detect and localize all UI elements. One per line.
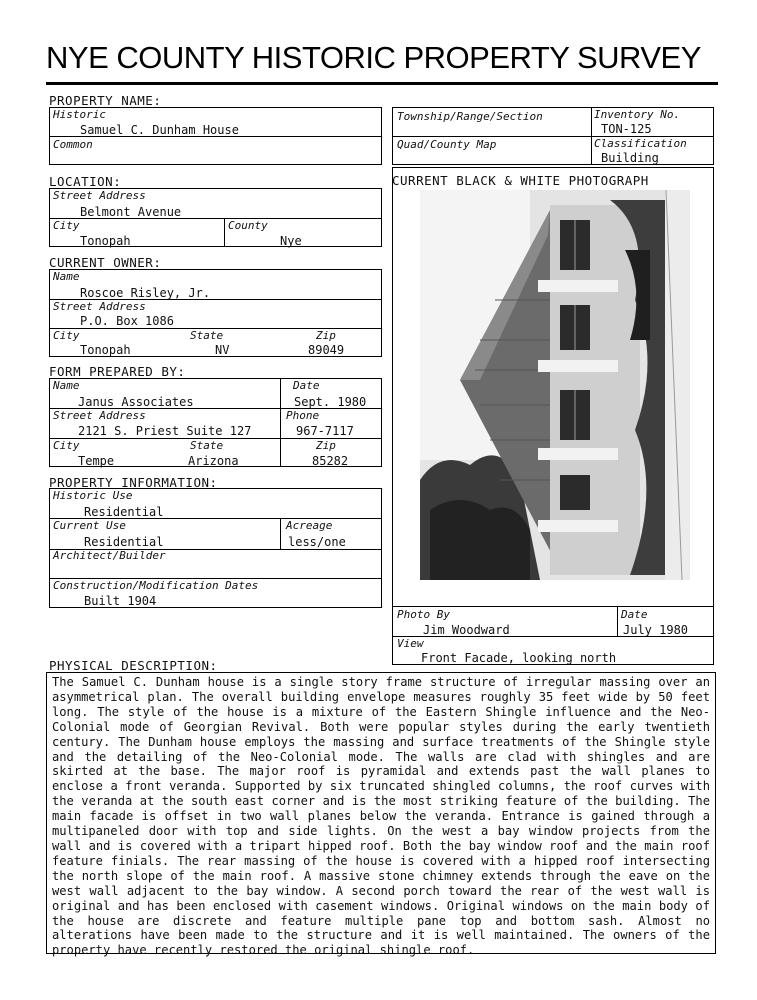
property-name-box bbox=[49, 107, 382, 165]
owner-heading: CURRENT OWNER: bbox=[49, 255, 162, 270]
photo-heading: CURRENT BLACK & WHITE PHOTOGRAPH bbox=[392, 173, 649, 188]
prepared-by-box bbox=[49, 378, 382, 467]
inventory-box bbox=[392, 107, 714, 165]
photo-by-value: Jim Woodward bbox=[423, 623, 510, 637]
street-label: Street Address bbox=[53, 189, 146, 202]
current-use-label: Current Use bbox=[53, 519, 126, 532]
location-city-value: Tonopah bbox=[80, 234, 131, 248]
owner-state-value: NV bbox=[215, 343, 230, 357]
owner-box bbox=[49, 269, 382, 357]
owner-zip-label: Zip bbox=[316, 329, 336, 342]
historic-name-value: Samuel C. Dunham House bbox=[80, 123, 239, 137]
owner-city-label: City bbox=[53, 329, 80, 342]
prepared-by-heading: FORM PREPARED BY: bbox=[49, 364, 186, 379]
physical-description-text: The Samuel C. Dunham house is a single story frame structure of irregular massing over an asymmetrical plan. The overall building envelope measures roughly 35 feet wide by 50 feet long. The style of the house is a mixture of the Eastern Shingle influence and the Neo-Colonial mode of Georgian Revival. Both were popular styles during the early twentieth century. The Dunham house employs the massing and surface treatments of the Shingle style and the detailing of the Neo-Colonial mode. The walls are clad with shingles and are skirted at the base. The major roof is pyramidal and extends past the wall planes to enclose a front veranda. Supported by six truncated shingled columns, the roof curves with the veranda at the south east corner and is the most striking feature of the building. The main facade is offset in two wall planes below the veranda. Entrance is gained through a multipaneled door with top and side lights. On the west a bay window projects from the wall and is covered with a tripart hipped roof. Both the bay window roof and the main roof feature finials. The rear massing of the house is covered with a hipped roof intersecting the north slope of the main roof. A massive stone chimney extends through the eave on the west wall adjacent to the bay window. A second porch toward the rear of the west wall is original and has been enclosed with casement windows. Original windows on the main body of the house are discrete and feature multiple pane top and bottom sash. Almost no alterations have been made to the structure and it is well maintained. The owners of the property have recently restored the original shingle roof. bbox=[46, 672, 716, 954]
property-name-heading: PROPERTY NAME: bbox=[49, 93, 162, 108]
prep-street-value: 2121 S. Priest Suite 127 bbox=[78, 424, 252, 438]
historic-use-value: Residential bbox=[84, 505, 164, 519]
prep-zip-label: Zip bbox=[316, 439, 336, 452]
location-street-value: Belmont Avenue bbox=[80, 205, 182, 219]
owner-city-value: Tonopah bbox=[80, 343, 131, 357]
divider bbox=[393, 636, 713, 637]
quad-label: Quad/County Map bbox=[397, 138, 497, 151]
house-photo-image bbox=[420, 190, 690, 580]
photo-by-label: Photo By bbox=[397, 608, 450, 621]
prep-date-value: Sept. 1980 bbox=[294, 395, 367, 409]
property-info-box bbox=[49, 488, 382, 608]
owner-name-value: Roscoe Risley, Jr. bbox=[80, 286, 211, 300]
prep-street-label: Street Address bbox=[53, 409, 146, 422]
prep-phone-value: 967-7117 bbox=[296, 424, 354, 438]
prep-state-label: State bbox=[190, 439, 224, 452]
title-underline bbox=[46, 82, 718, 85]
classification-value: Building bbox=[601, 151, 659, 165]
prep-name-value: Janus Associates bbox=[78, 395, 194, 409]
house-photograph bbox=[420, 190, 690, 580]
photo-date-value: July 1980 bbox=[623, 623, 689, 637]
property-info-heading: PROPERTY INFORMATION: bbox=[49, 475, 218, 490]
trs-label: Township/Range/Section bbox=[397, 110, 543, 123]
owner-state-label: State bbox=[190, 329, 224, 342]
city-label: City bbox=[53, 219, 80, 232]
prep-name-label: Name bbox=[53, 379, 80, 392]
prep-phone-label: Phone bbox=[286, 409, 320, 422]
location-heading: LOCATION: bbox=[49, 174, 122, 189]
divider bbox=[280, 518, 281, 549]
architect-label: Architect/Builder bbox=[53, 549, 166, 562]
divider bbox=[50, 218, 381, 219]
prep-zip-value: 85282 bbox=[312, 454, 349, 468]
historic-use-label: Historic Use bbox=[53, 489, 133, 502]
location-county-value: Nye bbox=[280, 234, 302, 248]
dates-label: Construction/Modification Dates bbox=[53, 579, 259, 592]
owner-zip-value: 89049 bbox=[308, 343, 345, 357]
historic-label: Historic bbox=[53, 108, 106, 121]
current-use-value: Residential bbox=[84, 535, 164, 549]
survey-title: NYE COUNTY HISTORIC PROPERTY SURVEY bbox=[46, 40, 701, 75]
divider bbox=[50, 136, 381, 137]
view-value: Front Facade, looking north bbox=[421, 651, 617, 665]
prep-date-label: Date bbox=[293, 379, 320, 392]
common-label: Common bbox=[53, 138, 93, 151]
divider bbox=[224, 218, 225, 246]
divider bbox=[280, 379, 281, 466]
prep-city-label: City bbox=[53, 439, 80, 452]
photo-date-label: Date bbox=[621, 608, 648, 621]
owner-name-label: Name bbox=[53, 270, 80, 283]
physical-description-heading: PHYSICAL DESCRIPTION: bbox=[49, 658, 218, 673]
prep-state-value: Arizona bbox=[188, 454, 239, 468]
divider bbox=[617, 607, 618, 636]
view-label: View bbox=[397, 637, 424, 650]
county-label: County bbox=[228, 219, 268, 232]
inventory-label: Inventory No. bbox=[594, 108, 681, 121]
owner-street-label: Street Address bbox=[53, 300, 146, 313]
inventory-value: TON-125 bbox=[601, 122, 652, 136]
prep-city-value: Tempe bbox=[78, 454, 115, 468]
location-box bbox=[49, 188, 382, 247]
photo-info-box bbox=[392, 606, 714, 665]
dates-value: Built 1904 bbox=[84, 594, 157, 608]
acreage-value: less/one bbox=[288, 535, 346, 549]
owner-street-value: P.O. Box 1086 bbox=[80, 314, 174, 328]
classification-label: Classification bbox=[594, 137, 687, 150]
acreage-label: Acreage bbox=[286, 519, 333, 532]
